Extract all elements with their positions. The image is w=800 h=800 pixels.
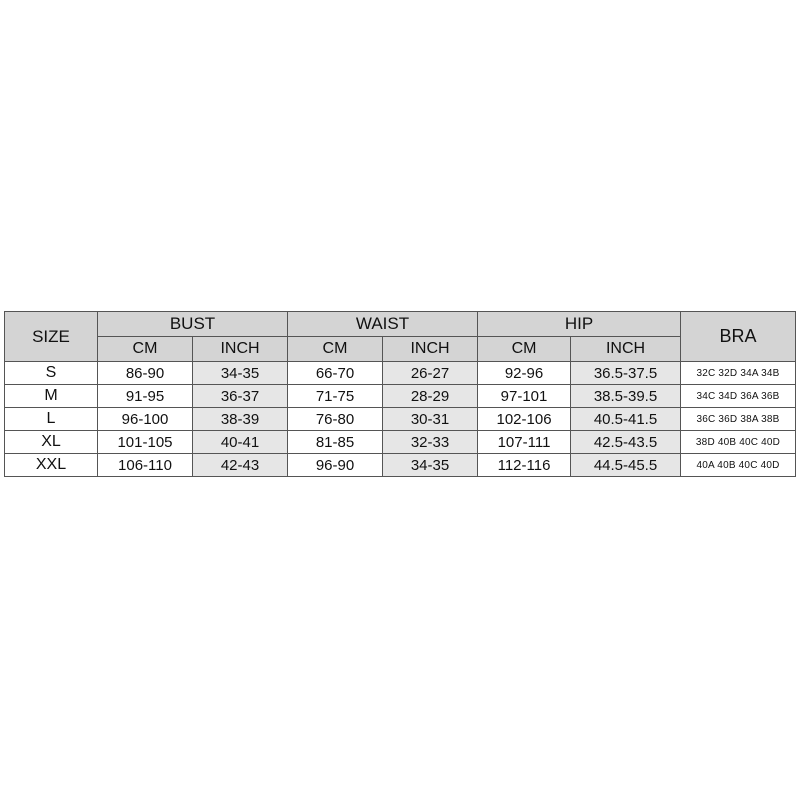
bra-header: BRA [681,312,796,362]
hip-inch-header: INCH [571,337,681,362]
waist-cm-cell: 76-80 [288,408,383,431]
bust-cm-cell: 96-100 [98,408,193,431]
bust-cm-header: CM [98,337,193,362]
hip-cm-cell: 92-96 [478,362,571,385]
hip-inch-cell: 44.5-45.5 [571,454,681,477]
bust-header: BUST [98,312,288,337]
size-cell: L [5,408,98,431]
waist-cm-cell: 71-75 [288,385,383,408]
bust-cm-cell: 101-105 [98,431,193,454]
waist-inch-cell: 28-29 [383,385,478,408]
bust-inch-header: INCH [193,337,288,362]
hip-inch-cell: 40.5-41.5 [571,408,681,431]
bust-cm-cell: 91-95 [98,385,193,408]
waist-cm-cell: 66-70 [288,362,383,385]
waist-inch-cell: 30-31 [383,408,478,431]
waist-inch-cell: 34-35 [383,454,478,477]
size-header: SIZE [5,312,98,362]
hip-cm-header: CM [478,337,571,362]
size-cell: XL [5,431,98,454]
size-chart-table [4,311,796,477]
bust-inch-cell: 42-43 [193,454,288,477]
bust-cm-cell: 106-110 [98,454,193,477]
table-row [5,408,796,431]
waist-inch-header: INCH [383,337,478,362]
bra-cell: 38D 40B 40C 40D [681,431,796,454]
bust-inch-cell: 34-35 [193,362,288,385]
hip-inch-cell: 42.5-43.5 [571,431,681,454]
bust-inch-cell: 38-39 [193,408,288,431]
bust-inch-cell: 36-37 [193,385,288,408]
bra-cell: 34C 34D 36A 36B [681,385,796,408]
table-row [5,385,796,408]
size-cell: XXL [5,454,98,477]
table-row [5,454,796,477]
hip-cm-cell: 97-101 [478,385,571,408]
size-cell: M [5,385,98,408]
table-row [5,431,796,454]
waist-cm-header: CM [288,337,383,362]
hip-cm-cell: 112-116 [478,454,571,477]
bust-inch-cell: 40-41 [193,431,288,454]
hip-inch-cell: 36.5-37.5 [571,362,681,385]
bust-cm-cell: 86-90 [98,362,193,385]
waist-header: WAIST [288,312,478,337]
hip-cm-cell: 102-106 [478,408,571,431]
bra-cell: 32C 32D 34A 34B [681,362,796,385]
bra-cell: 40A 40B 40C 40D [681,454,796,477]
hip-inch-cell: 38.5-39.5 [571,385,681,408]
waist-cm-cell: 81-85 [288,431,383,454]
waist-cm-cell: 96-90 [288,454,383,477]
hip-cm-cell: 107-111 [478,431,571,454]
bra-cell: 36C 36D 38A 38B [681,408,796,431]
hip-header: HIP [478,312,681,337]
waist-inch-cell: 32-33 [383,431,478,454]
table-row [5,362,796,385]
size-cell: S [5,362,98,385]
waist-inch-cell: 26-27 [383,362,478,385]
